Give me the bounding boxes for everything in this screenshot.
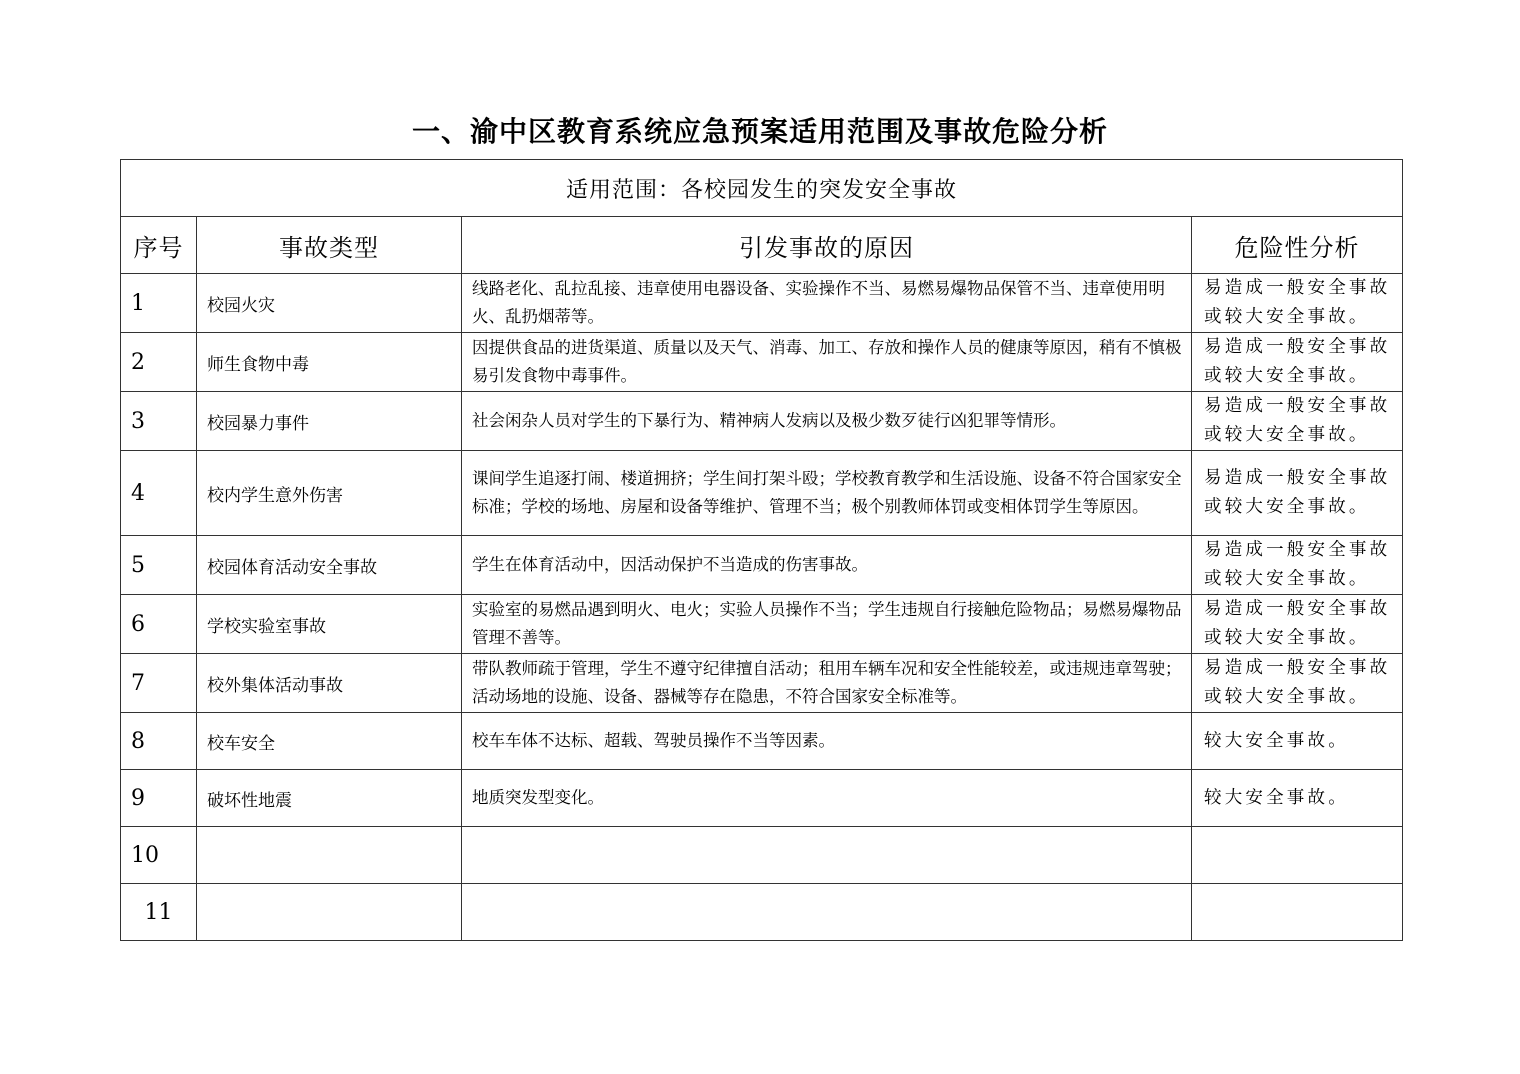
accident-type: 校园体育活动安全事故 (197, 536, 462, 595)
row-number: 11 (121, 884, 197, 941)
row-number: 5 (121, 536, 197, 595)
table-row (121, 827, 1403, 884)
accident-cause: 实验室的易燃品遇到明火、电火；实验人员操作不当；学生违规自行接触危险物品；易燃易爆物品管理不善等。 (462, 595, 1192, 654)
table-row (121, 451, 1403, 536)
risk-analysis: 易造成一般安全事故或较大安全事故。 (1192, 654, 1403, 713)
risk-analysis: 易造成一般安全事故或较大安全事故。 (1192, 595, 1403, 654)
scope-row (121, 160, 1403, 217)
accident-type: 校园暴力事件 (197, 392, 462, 451)
table-row (121, 770, 1403, 827)
accident-cause: 学生在体育活动中，因活动保护不当造成的伤害事故。 (462, 536, 1192, 595)
accident-cause: 因提供食品的进货渠道、质量以及天气、消毒、加工、存放和操作人员的健康等原因，稍有不慎极易引发食物中毒事件。 (462, 333, 1192, 392)
risk-analysis: 易造成一般安全事故或较大安全事故。 (1192, 392, 1403, 451)
accident-type: 校车安全 (197, 713, 462, 770)
table-row (121, 713, 1403, 770)
accident-type: 校内学生意外伤害 (197, 451, 462, 536)
accident-cause: 课间学生追逐打闹、楼道拥挤；学生间打架斗殴；学校教育教学和生活设施、设备不符合国家安全标准；学校的场地、房屋和设备等维护、管理不当；极个别教师体罚或变相体罚学生等原因。 (462, 451, 1192, 536)
accident-cause: 地质突发型变化。 (462, 770, 1192, 827)
accident-cause: 校车车体不达标、超载、驾驶员操作不当等因素。 (462, 713, 1192, 770)
table-row (121, 536, 1403, 595)
risk-analysis: 易造成一般安全事故或较大安全事故。 (1192, 333, 1403, 392)
header-no: 序号 (121, 217, 197, 274)
risk-analysis-table (120, 159, 1403, 941)
row-number: 2 (121, 333, 197, 392)
table-row (121, 333, 1403, 392)
table-row (121, 392, 1403, 451)
row-number: 9 (121, 770, 197, 827)
accident-cause: 线路老化、乱拉乱接、违章使用电器设备、实验操作不当、易燃易爆物品保管不当、违章使用明火、乱扔烟蒂等。 (462, 274, 1192, 333)
header-cause: 引发事故的原因 (462, 217, 1192, 274)
row-number: 7 (121, 654, 197, 713)
header-risk: 危险性分析 (1192, 217, 1403, 274)
table-row (121, 274, 1403, 333)
risk-analysis: 易造成一般安全事故或较大安全事故。 (1192, 274, 1403, 333)
row-number: 8 (121, 713, 197, 770)
scope-cell: 适用范围：各校园发生的突发安全事故 (121, 160, 1403, 217)
page-title: 一、渝中区教育系统应急预案适用范围及事故危险分析 (411, 115, 1108, 148)
accident-type (197, 827, 462, 884)
row-number: 4 (121, 451, 197, 536)
accident-type: 校外集体活动事故 (197, 654, 462, 713)
risk-analysis: 易造成一般安全事故或较大安全事故。 (1192, 451, 1403, 536)
risk-analysis: 易造成一般安全事故或较大安全事故。 (1192, 536, 1403, 595)
risk-analysis (1192, 884, 1403, 941)
accident-cause: 社会闲杂人员对学生的下暴行为、精神病人发病以及极少数歹徒行凶犯罪等情形。 (462, 392, 1192, 451)
accident-type: 校园火灾 (197, 274, 462, 333)
table-row (121, 595, 1403, 654)
risk-analysis: 较大安全事故。 (1192, 713, 1403, 770)
accident-type: 师生食物中毒 (197, 333, 462, 392)
risk-analysis (1192, 827, 1403, 884)
header-type: 事故类型 (197, 217, 462, 274)
accident-type: 破坏性地震 (197, 770, 462, 827)
row-number: 10 (121, 827, 197, 884)
risk-analysis: 较大安全事故。 (1192, 770, 1403, 827)
header-row (121, 217, 1403, 274)
table-row (121, 884, 1403, 941)
table-row (121, 654, 1403, 713)
row-number: 6 (121, 595, 197, 654)
accident-type (197, 884, 462, 941)
row-number: 3 (121, 392, 197, 451)
accident-type: 学校实验室事故 (197, 595, 462, 654)
accident-cause (462, 827, 1192, 884)
row-number: 1 (121, 274, 197, 333)
accident-cause (462, 884, 1192, 941)
accident-cause: 带队教师疏于管理，学生不遵守纪律擅自活动；租用车辆车况和安全性能较差，或违规违章驾驶；活动场地的设施、设备、器械等存在隐患，不符合国家安全标准等。 (462, 654, 1192, 713)
